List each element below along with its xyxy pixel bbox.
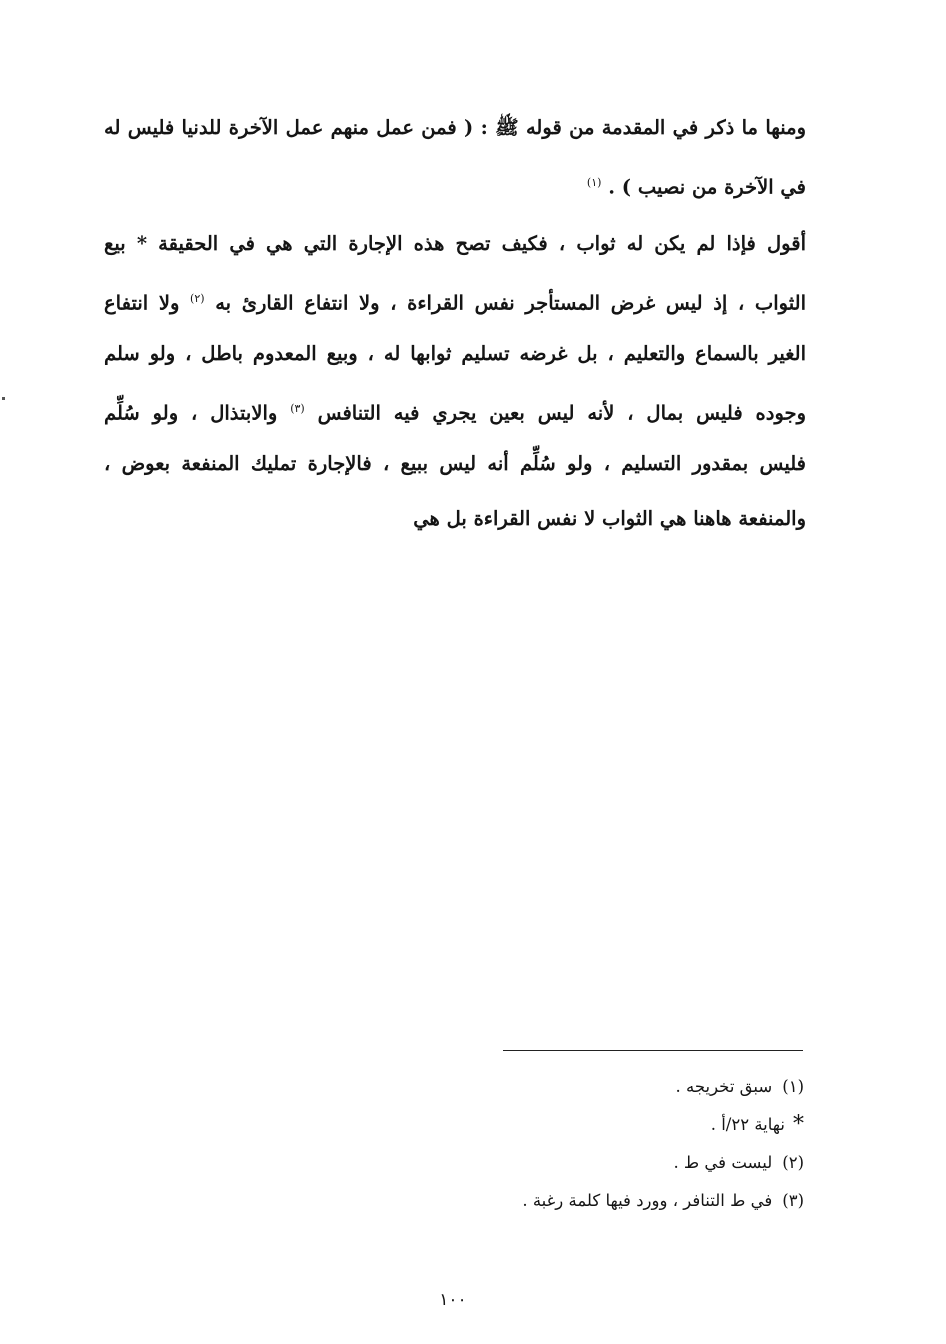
footnote-text: ليست في ط .: [673, 1153, 773, 1172]
footnote-text: نهاية ٢٢/أ .: [710, 1115, 785, 1134]
footnote-marker: (٣): [782, 1191, 804, 1210]
text-line-content: ولا انتفاع: [104, 291, 180, 315]
footnote-separator: [503, 1050, 803, 1051]
text-line: والمنفعة هاهنا هي الثواب لا نفس القراءة بل هي: [413, 507, 806, 530]
footnotes-block: [420, 1068, 804, 1220]
text-line-content: الثواب ، إذ ليس غرض المستأجر نفس القراءة ، ولا انتفاع القارئ به: [215, 291, 806, 315]
text-line-content: والابتذال ، ولو سُلِّم: [104, 401, 278, 425]
scan-speck: [2, 397, 5, 400]
paragraph-2: [104, 216, 806, 546]
main-text-block: [104, 100, 806, 546]
text-line-content: في الآخرة من نصيب ) .: [608, 175, 806, 199]
footnote-marker: (١): [782, 1077, 804, 1096]
footnote-item: [420, 1106, 804, 1144]
text-line: الغير بالسماع والتعليم ، بل غرضه تسليم ثوابها له ، وبيع المعدوم باطل ، ولو سلم: [104, 342, 806, 365]
text-line: [104, 381, 806, 436]
text-line-content: وجوده فليس بمال ، لأنه ليس بعين يجري فيه التنافس: [317, 401, 806, 425]
text-line: فليس بمقدور التسليم ، ولو سُلِّم أنه ليس ببيع ، فالإجارة تمليك المنفعة بعوض ،: [104, 452, 806, 475]
footnote-item: [420, 1182, 804, 1220]
footnote-ref-1: (١): [586, 176, 602, 189]
text-line: [104, 271, 806, 326]
footnote-ref-3: (٣): [290, 402, 305, 415]
footnote-text: سبق تخريجه .: [675, 1077, 773, 1096]
text-line: أقول فإذا لم يكن له ثواب ، فكيف تصح هذه الإجارة التي هي في الحقيقة * بيع: [104, 232, 806, 255]
footnote-text: في ط التنافر ، وورد فيها كلمة رغبة .: [522, 1191, 773, 1210]
text-line: ومنها ما ذكر في المقدمة من قوله ﷺ : ( فمن عمل منهم عمل الآخرة للدنيا فليس له: [104, 116, 806, 139]
footnote-marker: (٢): [782, 1153, 804, 1172]
footnote-item: [420, 1144, 804, 1182]
footnote-item: [420, 1068, 804, 1106]
text-line: [104, 155, 806, 210]
footnote-ref-2: (٢): [190, 292, 205, 305]
footnote-marker: *: [793, 1112, 804, 1137]
paragraph-1: [104, 100, 806, 210]
page-number: ١٠٠: [439, 1290, 467, 1310]
